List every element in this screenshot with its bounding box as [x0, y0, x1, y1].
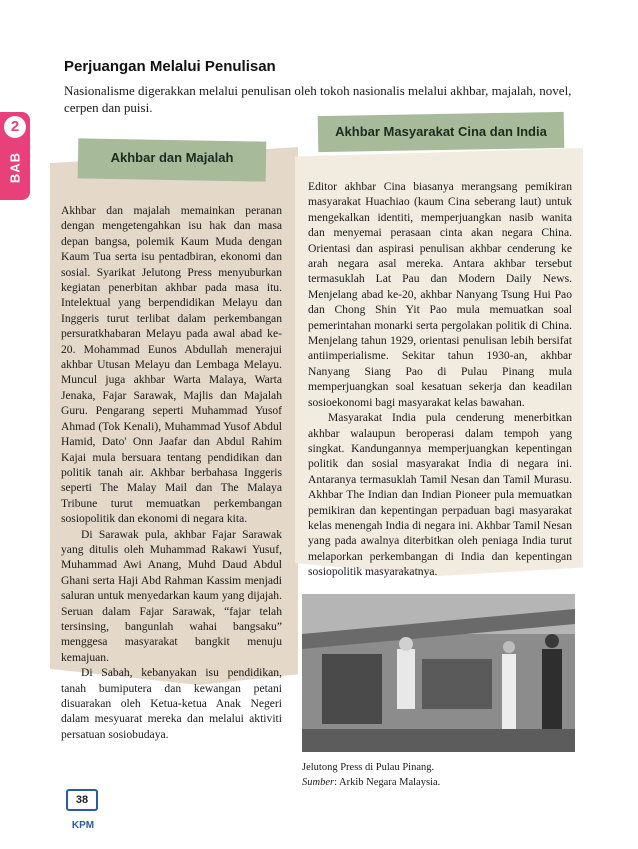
- publisher-logo-text: KPM: [71, 820, 95, 831]
- left-paragraph-1: Akhbar dan majalah memainkan peranan dengan mengetengahkan isu hak dan masa depan bangsa, polemik Kaum Muda dengan Kaum Tua serta isu pentadbiran, ekonomi dan sosial. Syarikat Jelutong Press menyuburkan kegiatan penerbitan akhbar pada masa itu. Intelektual yang berpendidikan Melayu dan Inggeris turut terlibat dalam perkembangan persuratkhabaran Melayu pada awal abad ke-20. Mohammad Eunos Abdullah menerajui akhbar Utusan Melayu dan Lembaga Melayu. Muncul juga akhbar Warta Malaya, Warta Jenaka, Fajar Sarawak, Majlis dan Majalah Guru. Pengarang seperti Muhammad Yusof Ahmad (Tok Kenali), Muhammad Yusof Abdul Hamid, Dato' Onn Jaafar dan Abdul Rahim Kajai mula bersuara tentang pendidikan dan politik tanah air. Akhbar berbahasa Inggeris seperti The Malay Mail dan The Malaya Tribune turut memuatkan perkembangan sosiopolitik dan ekonomi di negara kita.: [61, 204, 282, 526]
- left-section-body: [61, 203, 282, 742]
- right-section-title: Akhbar Masyarakat Cina dan India: [335, 124, 547, 139]
- chapter-number: 2: [4, 116, 26, 138]
- photo-caption-block: [302, 760, 440, 790]
- source-label: Sumber: [302, 777, 335, 788]
- historical-photo: [302, 594, 575, 752]
- right-paragraph-1: Editor akhbar Cina biasanya merangsang pemikiran masyarakat Huachiao (kaum Cina seberang laut) untuk mengekalkan identiti, memperjuangkan nasib wanita dan menyemai perasaan cinta akan negara China. Orientasi dan aspirasi penulisan akhbar cenderung ke arah negara asal mereka. Antara akhbar tersebut termasuklah Lat Pau dan Modern Daily News. Menjelang abad ke-20, akhbar Nanyang Tsung Hui Pao dan Chong Shin Yit Pao mula memuatkan soal pemerintahan monarki serta pergolakan politik di China. Menjelang tahun 1929, orientasi penulisan lebih bersifat antiimperialisme. Sekitar tahun 1930-an, akhbar Nanyang Siang Pao di Pulau Pinang mula memperjuangkan soal kesatuan sekerja dan keadilan sosioekonomi bagi masyarakat kelas bawahan.: [308, 180, 572, 409]
- photo-caption: Jelutong Press di Pulau Pinang.: [302, 762, 435, 773]
- photo-source: [302, 775, 440, 790]
- right-paragraph-2: Masyarakat India pula cenderung menerbitkan akhbar walaupun beroperasi dalam tempoh yang singkat. Kandungannya memperjuangkan kepentingan politik dan sosial masyarakat India di negara ini. Antaranya termasuklah Tamil Nesan dan Tamil Murasu. Akhbar The Indian dan Indian Pioneer pula memuatkan pemikiran dan kepentingan perpaduan bagi masyarakat kelas menengah India di negara ini. Akhbar Tamil Nesan yang pada awalnya diterbitkan oleh peniaga India turut melaporkan perkembangan di India dan kepentingan sosiopolitik masyarakatnya.: [308, 411, 572, 579]
- intro-text: Nasionalisme digerakkan melalui penulisan oleh tokoh nasionalis melalui akhbar, majalah, novel, cerpen dan puisi.: [64, 83, 572, 115]
- left-paragraph-2: Di Sarawak pula, akhbar Fajar Sarawak yang ditulis oleh Muhammad Rakawi Yusuf, Muhammad Awi Anang, Muhd Daud Abdul Ghani serta Haji Abd Rahman Kassim menjadi saluran untuk menyedarkan kaum yang dijajah. Seruan dalam Fajar Sarawak, “fajar telah tersinsing, bangunlah wahai bangsaku” menggesa masyarakat bangkit menuju kemajuan.: [61, 527, 282, 664]
- section-heading: Perjuangan Melalui Penulisan: [64, 58, 276, 75]
- source-text: : Arkib Negara Malaysia.: [334, 777, 441, 788]
- left-section-title: Akhbar dan Majalah: [110, 150, 234, 165]
- left-paragraph-3: Di Sabah, kebanyakan isu pendidikan, tanah bumiputera dan kewangan petani disuarakan oleh Ketua-ketua Anak Negeri dalam mesyuarat mereka dan melalui aktiviti persatuan sosiobudaya.: [61, 666, 282, 741]
- right-section-body: [308, 179, 572, 580]
- page-number: 38: [66, 789, 98, 811]
- photo-illustration: [302, 594, 575, 752]
- chapter-label: BAB: [7, 151, 23, 184]
